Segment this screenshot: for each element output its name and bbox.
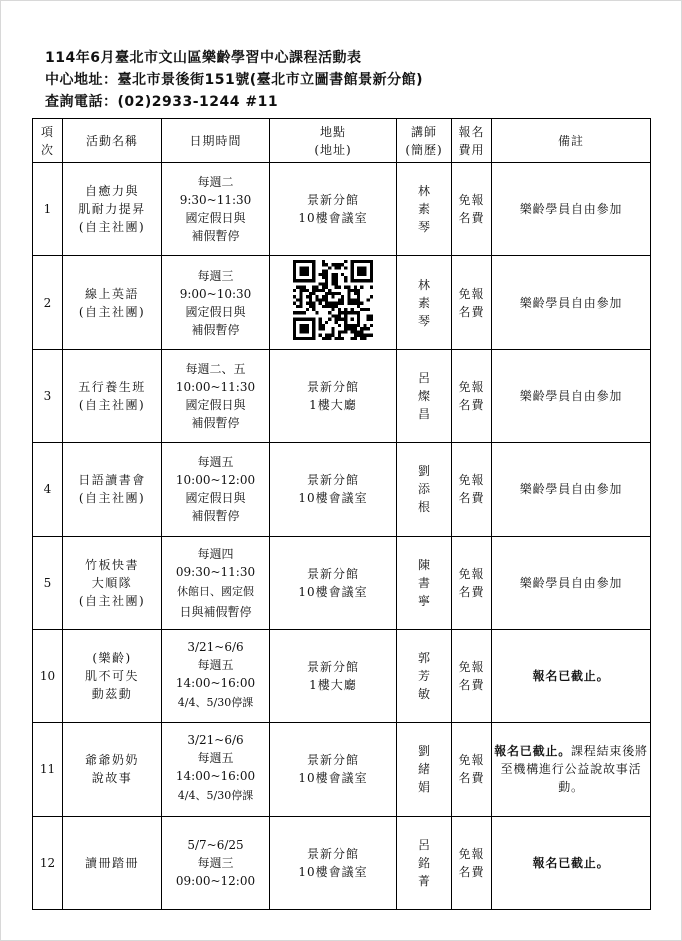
activity-datetime — [162, 163, 270, 256]
instructor-name-line: 書 — [417, 575, 430, 590]
activity-datetime-line: 日與補假暫停 — [179, 604, 252, 619]
table-row — [33, 163, 651, 256]
activity-datetime-line: 09:00~12:00 — [175, 873, 256, 888]
table-row — [33, 723, 651, 816]
activity-datetime-line: 每週二 — [197, 175, 234, 190]
registration-fee — [452, 349, 492, 442]
activity-location-line: 景新分館 — [306, 473, 359, 488]
registration-fee-line: 免報 — [458, 660, 485, 675]
instructor-name-line: 素 — [417, 295, 430, 310]
activity-datetime-line: 國定假日與 — [185, 304, 246, 319]
col-header-note: 備註 — [492, 119, 651, 163]
activity-datetime-line: 4/4、5/30停課 — [177, 696, 254, 710]
document-title: 114年6月臺北市文山區樂齡學習中心課程活動表 — [45, 50, 362, 66]
activity-datetime-line: 補假暫停 — [191, 415, 240, 430]
activity-location-line: 10樓會議室 — [298, 584, 368, 599]
activity-datetime-line: 每週五 — [197, 455, 234, 470]
registration-fee-line: 名費 — [458, 491, 485, 506]
row-note — [492, 349, 651, 442]
row-index: 4 — [33, 443, 63, 536]
registration-fee-line: 免報 — [458, 379, 485, 394]
activity-name-line: 動茲動 — [91, 687, 133, 702]
instructor-name-line: 娟 — [417, 780, 430, 795]
activity-name — [63, 163, 162, 256]
registration-fee — [452, 536, 492, 629]
registration-fee-line: 免報 — [458, 286, 485, 301]
col-header-index: 項 次 — [33, 119, 63, 163]
activity-name-line: 讀冊踏冊 — [84, 855, 139, 870]
instructor-name — [397, 723, 452, 816]
activity-datetime-line: 3/21~6/6 — [187, 733, 244, 748]
registration-fee-line: 名費 — [458, 304, 485, 319]
activity-location — [270, 629, 397, 722]
instructor-name — [397, 349, 452, 442]
instructor-name-line: 呂 — [417, 837, 430, 852]
activity-datetime-line: 14:00~16:00 — [175, 769, 256, 784]
col-header-instructor: 講師 (簡歷) — [397, 119, 452, 163]
schedule-table — [32, 118, 651, 910]
col-header-activity: 活動名稱 — [63, 119, 162, 163]
activity-datetime-line: 國定假日與 — [185, 397, 246, 412]
activity-datetime-line: 10:00~11:30 — [175, 379, 256, 394]
activity-datetime-line: 9:30~11:30 — [179, 193, 252, 208]
qr-code-icon — [293, 260, 373, 340]
registration-fee-line: 免報 — [458, 566, 485, 581]
instructor-name — [397, 629, 452, 722]
instructor-name-line: 敏 — [417, 687, 430, 702]
activity-datetime-line: 每週四 — [197, 546, 234, 561]
activity-name-line: (自主社團) — [78, 491, 146, 506]
activity-location-line: 1樓大廳 — [309, 678, 357, 693]
activity-location — [270, 349, 397, 442]
activity-name — [63, 536, 162, 629]
activity-datetime-line: 每週三 — [197, 855, 234, 870]
activity-name-line: 竹板快書 — [84, 557, 139, 572]
activity-datetime — [162, 256, 270, 349]
registration-fee-line: 名費 — [458, 864, 485, 879]
instructor-name-line: 根 — [417, 500, 430, 515]
activity-name — [63, 629, 162, 722]
row-note — [492, 536, 651, 629]
activity-name — [63, 816, 162, 909]
table-row — [33, 349, 651, 442]
activity-datetime — [162, 629, 270, 722]
activity-name-line: 自癒力與 — [84, 184, 139, 199]
row-note — [492, 629, 651, 722]
registration-closed-notice: 報名已截止。 — [494, 744, 571, 759]
row-note — [492, 723, 651, 816]
activity-datetime — [162, 349, 270, 442]
activity-location-line: 10樓會議室 — [298, 491, 368, 506]
instructor-name — [397, 163, 452, 256]
registration-fee — [452, 443, 492, 536]
activity-location — [270, 443, 397, 536]
registration-fee-line: 免報 — [458, 193, 485, 208]
registration-fee-line: 名費 — [458, 678, 485, 693]
note-text: 課程結束後將至機構進行公益說故事活動。 — [500, 744, 648, 795]
instructor-name — [397, 443, 452, 536]
col-header-location: 地點 (地址) — [270, 119, 397, 163]
activity-name-line: (樂齡) — [92, 651, 132, 666]
instructor-name-line: 劉 — [417, 744, 430, 759]
activity-datetime-line: 10:00~12:00 — [175, 473, 256, 488]
col-header-fee: 報名 費用 — [452, 119, 492, 163]
activity-datetime — [162, 723, 270, 816]
instructor-name-line: 芳 — [417, 669, 430, 684]
document-header — [45, 47, 423, 113]
instructor-name-line: 燦 — [417, 388, 430, 403]
activity-datetime-line: 5/7~6/25 — [187, 837, 244, 852]
row-note — [492, 163, 651, 256]
activity-location-line: 景新分館 — [306, 660, 359, 675]
row-index: 1 — [33, 163, 63, 256]
registration-closed-notice: 報名已截止。 — [532, 669, 610, 684]
activity-name-line: 肌不可失 — [84, 669, 139, 684]
table-row — [33, 256, 651, 349]
activity-location — [270, 816, 397, 909]
row-index: 11 — [33, 723, 63, 816]
registration-fee — [452, 629, 492, 722]
note-text: 樂齡學員自由參加 — [519, 202, 623, 217]
activity-datetime-line: 補假暫停 — [191, 509, 240, 524]
activity-name-line: 爺爺奶奶 — [84, 753, 139, 768]
instructor-name-line: 陳 — [417, 557, 430, 572]
row-index: 10 — [33, 629, 63, 722]
activity-datetime-line: 9:00~10:30 — [179, 286, 252, 301]
center-address: 中心地址：臺北市景後街151號(臺北市立圖書館景新分館) — [45, 72, 424, 88]
table-row — [33, 536, 651, 629]
activity-location — [270, 256, 397, 349]
activity-name-line: 肌耐力提昇 — [78, 202, 146, 217]
registration-fee-line: 免報 — [458, 846, 485, 861]
instructor-name — [397, 256, 452, 349]
activity-name-line: (自主社團) — [78, 593, 146, 608]
activity-datetime-line: 每週二、五 — [185, 361, 246, 376]
activity-datetime-line: 09:30~11:30 — [175, 564, 256, 579]
note-text: 樂齡學員自由參加 — [519, 388, 623, 403]
activity-name-line: 線上英語 — [84, 286, 139, 301]
table-row — [33, 816, 651, 909]
activity-location-line: 1樓大廳 — [309, 397, 357, 412]
instructor-name-line: 琴 — [417, 220, 430, 235]
row-index: 3 — [33, 349, 63, 442]
activity-location-line: 景新分館 — [306, 566, 359, 581]
activity-name — [63, 443, 162, 536]
activity-location-line: 景新分館 — [306, 753, 359, 768]
activity-datetime-line: 每週五 — [197, 658, 234, 673]
activity-name-line: (自主社團) — [78, 397, 146, 412]
instructor-name-line: 呂 — [417, 370, 430, 385]
activity-datetime-line: 補假暫停 — [191, 229, 240, 244]
registration-closed-notice: 報名已截止。 — [532, 855, 610, 870]
instructor-name-line: 銘 — [417, 855, 430, 870]
activity-location-line: 10樓會議室 — [298, 771, 368, 786]
activity-name — [63, 349, 162, 442]
activity-datetime-line: 3/21~6/6 — [187, 640, 244, 655]
activity-name — [63, 723, 162, 816]
activity-location-line: 景新分館 — [306, 846, 359, 861]
registration-fee-line: 名費 — [458, 211, 485, 226]
instructor-name-line: 素 — [417, 202, 430, 217]
note-text: 樂齡學員自由參加 — [519, 482, 623, 497]
instructor-name — [397, 536, 452, 629]
activity-name-line: (自主社團) — [78, 220, 146, 235]
registration-fee — [452, 816, 492, 909]
row-index: 12 — [33, 816, 63, 909]
instructor-name-line: 琴 — [417, 313, 430, 328]
contact-phone: 查詢電話：(02)2933-1244 #11 — [45, 94, 279, 110]
activity-datetime-line: 每週五 — [197, 751, 234, 766]
note-text: 樂齡學員自由參加 — [519, 295, 623, 310]
registration-fee-line: 免報 — [458, 753, 485, 768]
registration-fee — [452, 723, 492, 816]
row-note — [492, 256, 651, 349]
activity-datetime-line: 補假暫停 — [191, 322, 240, 337]
activity-name-line: 大順隊 — [91, 575, 133, 590]
col-header-datetime: 日期時間 — [162, 119, 270, 163]
row-index: 2 — [33, 256, 63, 349]
registration-fee-line: 名費 — [458, 584, 485, 599]
instructor-name-line: 寧 — [417, 593, 430, 608]
instructor-name-line: 添 — [417, 482, 430, 497]
registration-fee-line: 名費 — [458, 771, 485, 786]
activity-datetime-line: 休館日、國定假 — [177, 584, 254, 598]
registration-fee-line: 名費 — [458, 397, 485, 412]
instructor-name-line: 郭 — [417, 651, 430, 666]
activity-datetime — [162, 443, 270, 536]
activity-location — [270, 536, 397, 629]
instructor-name — [397, 816, 452, 909]
instructor-name-line: 昌 — [417, 406, 430, 421]
activity-datetime-line: 每週三 — [197, 268, 234, 283]
instructor-name-line: 林 — [417, 277, 430, 292]
instructor-name-line: 劉 — [417, 464, 430, 479]
table-row — [33, 443, 651, 536]
registration-fee — [452, 256, 492, 349]
activity-name — [63, 256, 162, 349]
activity-datetime — [162, 816, 270, 909]
activity-datetime — [162, 536, 270, 629]
activity-name-line: 五行養生班 — [78, 379, 146, 394]
activity-location — [270, 723, 397, 816]
activity-location-line: 景新分館 — [306, 379, 359, 394]
activity-location — [270, 163, 397, 256]
activity-datetime-line: 國定假日與 — [185, 211, 246, 226]
activity-datetime-line: 4/4、5/30停課 — [177, 789, 254, 803]
row-note — [492, 443, 651, 536]
instructor-name-line: 緒 — [417, 762, 430, 777]
instructor-name-line: 林 — [417, 184, 430, 199]
activity-datetime-line: 14:00~16:00 — [175, 676, 256, 691]
activity-datetime-line: 國定假日與 — [185, 491, 246, 506]
activity-location-line: 10樓會議室 — [298, 864, 368, 879]
registration-fee — [452, 163, 492, 256]
registration-fee-line: 免報 — [458, 473, 485, 488]
table-header-row — [33, 119, 651, 163]
instructor-name-line: 菁 — [417, 873, 430, 888]
table-row — [33, 629, 651, 722]
activity-location-line: 景新分館 — [306, 193, 359, 208]
activity-name-line: 日語讀書會 — [78, 473, 146, 488]
note-text: 樂齡學員自由參加 — [519, 575, 623, 590]
activity-location-line: 10樓會議室 — [298, 211, 368, 226]
activity-name-line: 說故事 — [91, 771, 133, 786]
row-index: 5 — [33, 536, 63, 629]
row-note — [492, 816, 651, 909]
activity-name-line: (自主社團) — [78, 304, 146, 319]
